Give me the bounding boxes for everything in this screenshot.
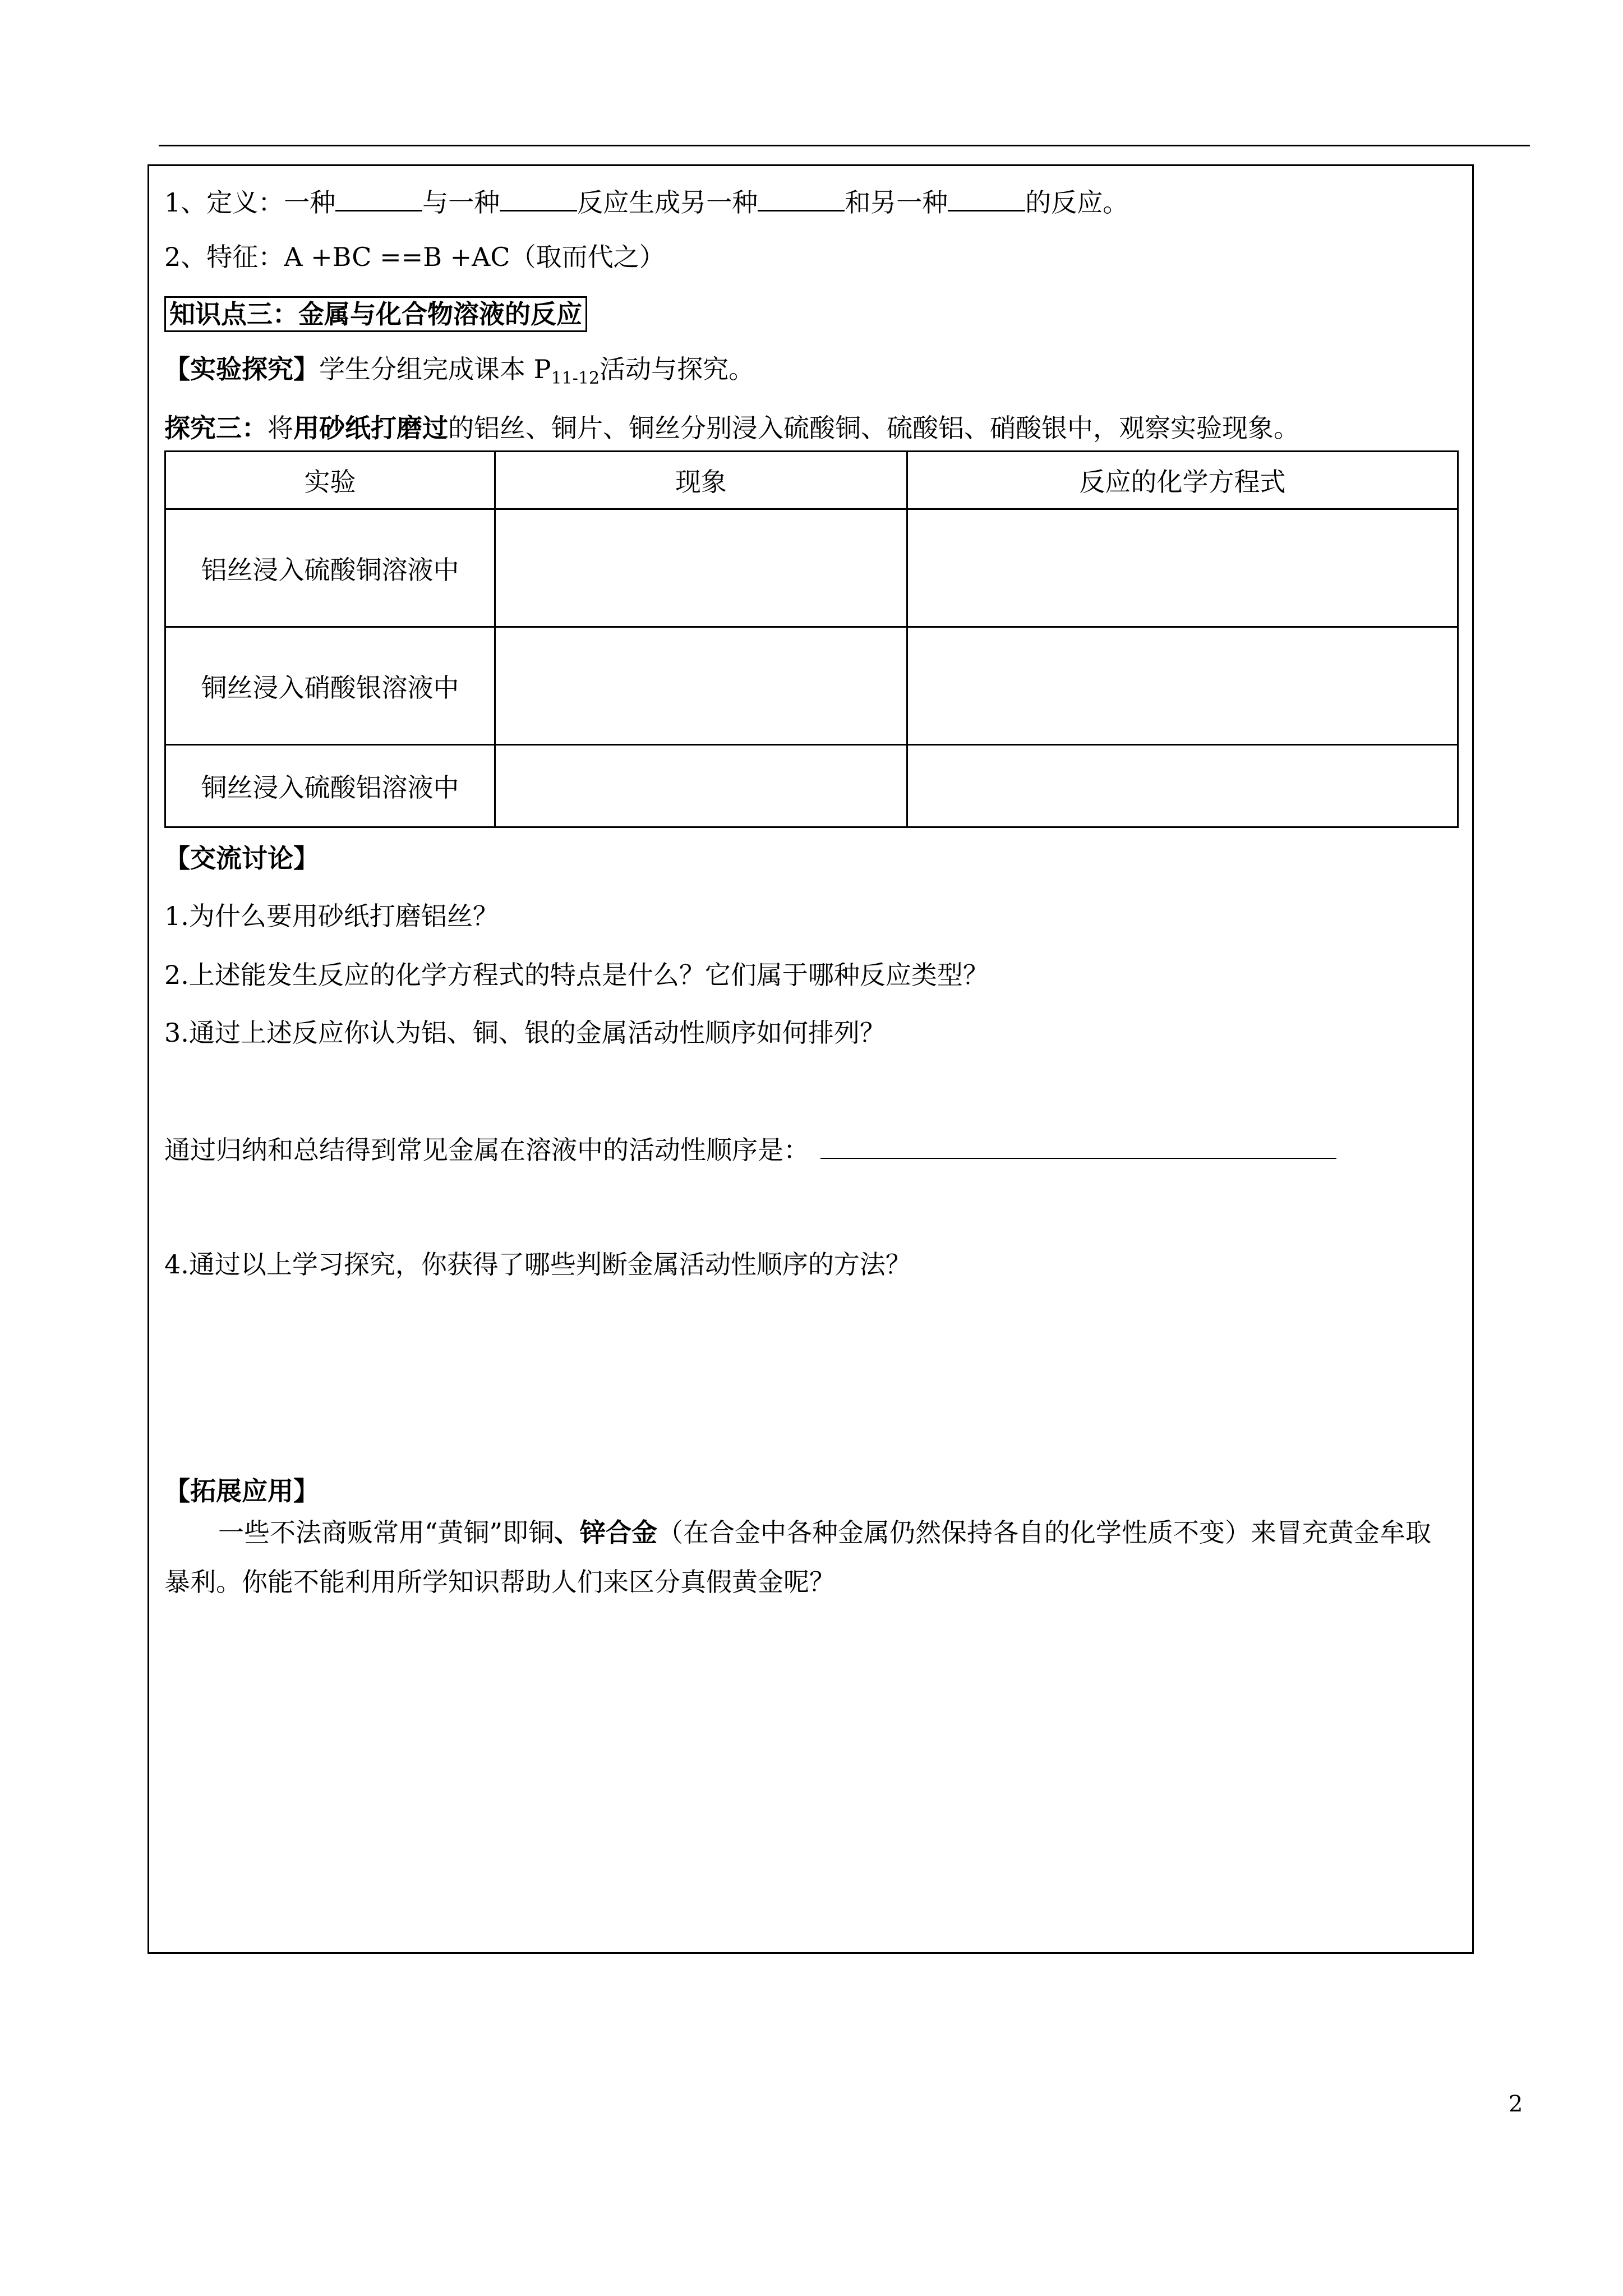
- experiment-cell: 铜丝浸入硝酸银溶液中: [165, 627, 495, 745]
- phenomenon-cell[interactable]: [495, 627, 907, 745]
- discussion-question-3: 3.通过上述反应你认为铝、铜、银的金属活动性顺序如何排列？: [164, 1018, 886, 1048]
- phenomenon-cell[interactable]: [495, 509, 907, 627]
- experiment-cell: 铜丝浸入硫酸铝溶液中: [165, 745, 495, 827]
- knowledge-point-title: 知识点三：金属与化合物溶液的反应: [164, 297, 587, 331]
- explore-three: 探究三：将用砂纸打磨过的铝丝、铜片、铜丝分别浸入硫酸铜、硫酸铝、硝酸银中，观察实验现象。: [164, 413, 1299, 443]
- phenomenon-cell[interactable]: [495, 745, 907, 827]
- definition-blank-4[interactable]: [948, 184, 1025, 211]
- feature-line: 2、特征：A +BC ==B +AC（取而代之）: [164, 242, 665, 272]
- page-number: 2: [1509, 2091, 1523, 2117]
- experiment-table: [164, 450, 1459, 828]
- header-rule: [159, 145, 1530, 146]
- experiment-intro: 【实验探究】学生分组完成课本 $P_{11-12}$活动与探究。: [164, 354, 755, 389]
- discussion-question-2: 2.上述能发生反应的化学方程式的特点是什么？它们属于哪种反应类型？: [164, 960, 989, 990]
- activity-order-summary: 通过归纳和总结得到常见金属在溶液中的活动性顺序是：: [164, 1132, 1336, 1167]
- definition-line: 1、定义：一种 与一种 反应生成另一种 和另一种 的反应。: [164, 184, 1128, 219]
- discussion-title: 【交流讨论】: [164, 843, 319, 873]
- table-row: [165, 745, 1458, 827]
- activity-order-answer-line[interactable]: [820, 1132, 1336, 1159]
- header-equation: 反应的化学方程式: [907, 452, 1458, 509]
- extension-paragraph: 一些不法商贩常用“黄铜”即铜、锌合金（在合金中各种金属仍然保持各自的化学性质不变）来冒充黄金牟取暴利。你能不能利用所学知识帮助人们来区分真假黄金呢？: [164, 1517, 1432, 1597]
- definition-blank-1[interactable]: [335, 184, 422, 211]
- header-experiment: 实验: [165, 452, 495, 509]
- discussion-question-1: 1.为什么要用砂纸打磨铝丝？: [164, 901, 499, 931]
- equation-cell[interactable]: [907, 627, 1458, 745]
- table-row: [165, 509, 1458, 627]
- header-phenomenon: 现象: [495, 452, 907, 509]
- definition-blank-3[interactable]: [758, 184, 845, 211]
- equation-cell[interactable]: [907, 745, 1458, 827]
- table-row: [165, 627, 1458, 745]
- extension-title: 【拓展应用】: [164, 1476, 319, 1506]
- experiment-cell: 铝丝浸入硫酸铜溶液中: [165, 509, 495, 627]
- discussion-question-4: 4.通过以上学习探究，你获得了哪些判断金属活动性顺序的方法？: [164, 1249, 911, 1280]
- equation-cell[interactable]: [907, 509, 1458, 627]
- definition-blank-2[interactable]: [500, 184, 577, 211]
